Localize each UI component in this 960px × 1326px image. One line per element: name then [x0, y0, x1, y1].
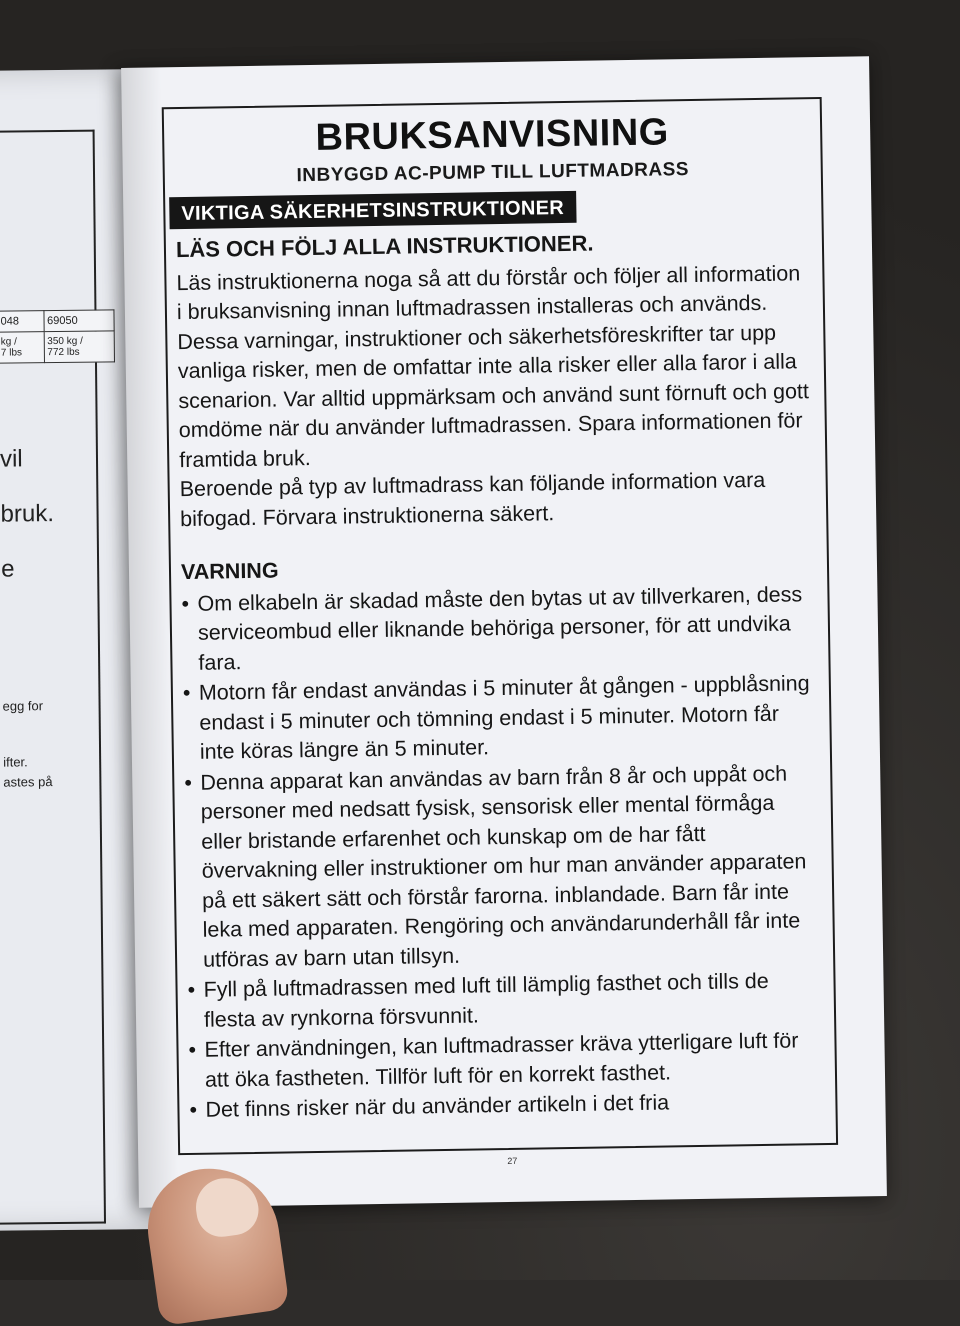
- left-page-text: egg for: [2, 698, 44, 714]
- left-page-text: vil: [0, 445, 23, 473]
- warning-heading: VARNING: [180, 558, 279, 585]
- left-page-text: bruk.: [0, 500, 55, 528]
- page-number: 27: [507, 1155, 518, 1167]
- table-cell: 350 kg / 772 lbs: [44, 331, 115, 363]
- paragraph: Dessa varningar, instruktioner och säkerhetsföreskrifter tar upp vanliga risker, men de omfattar inte alla risker eller alla faror i alla scenarion. Var alltid uppmärksam och använd sunt förnuft och gott omdöme när du använder luftmadrassen. Spara informationen för framtida bruk.: [177, 320, 810, 472]
- table-cell: kg / 7 lbs: [0, 332, 44, 363]
- page-title: BRUKSANVISNING: [315, 111, 670, 159]
- page-content: [176, 225, 822, 1126]
- left-page-text: e: [1, 555, 15, 583]
- table-row: [0, 310, 114, 332]
- list-item: • Fyll på luftmadrassen med luft till lämplig fasthet och tills de flesta av rynkorna försvunnit.: [187, 966, 820, 1035]
- table-row: [0, 331, 114, 363]
- warning-list: [181, 580, 821, 1126]
- table-cell: 048: [0, 311, 44, 332]
- section-heading-band: VIKTIGA SÄKERHETSINSTRUKTIONER: [169, 191, 576, 229]
- list-item: • Efter användningen, kan luftmadrasser kräva ytterligare luft för att öka fastheten. Tillför luft för en korrekt fasthet.: [188, 1026, 821, 1095]
- left-page-text: astes på: [3, 774, 53, 790]
- left-page-text: ifter.: [3, 754, 28, 770]
- paragraph: Beroende på typ av luftmadrass kan följande information vara bifogad. Förvara instruktionerna säkert.: [179, 467, 766, 531]
- paragraph: Läs instruktionerna noga så att du förstår och följer all information i bruksanvisning innan luftmadrassen installeras och används.: [176, 260, 801, 325]
- left-page-frame: [0, 130, 106, 1225]
- instructions-heading: LÄS OCH FÖLJ ALLA INSTRUKTIONER.: [175, 230, 594, 263]
- list-item: • Om elkabeln är skadad måste den bytas ut av tillverkaren, dess serviceombud eller liknande behöriga personer, för att undvika fara.: [181, 580, 814, 678]
- page-subtitle: INBYGGD AC-PUMP TILL LUFTMADRASS: [296, 159, 690, 187]
- list-item: • Det finns risker när du använder artikeln i det fria: [189, 1086, 821, 1125]
- list-item: • Denna apparat kan användas av barn från 8 år och uppåt och personer med nedsatt fysisk, sensorisk eller mental förmåga eller bristande erfarenhet och kunskap om de har fått övervakning eller instruktioner om hur man använder apparaten på ett säkert sätt och förstår farorna. inblandade. Barn får inte leka med apparaten. Rengöring och användarunderhåll får inte utföras av barn utan tillsyn.: [184, 759, 819, 975]
- manual-page: [121, 56, 887, 1208]
- list-item: • Motorn får endast användas i 5 minuter åt gången - uppblåsning endast i 5 minuter och tömning endast i 5 minuter. Motorn får inte köras längre än 5 minuter.: [183, 669, 816, 767]
- table-cell: 69050: [43, 310, 114, 332]
- left-page-table: [0, 309, 115, 363]
- page-frame: [162, 97, 838, 1155]
